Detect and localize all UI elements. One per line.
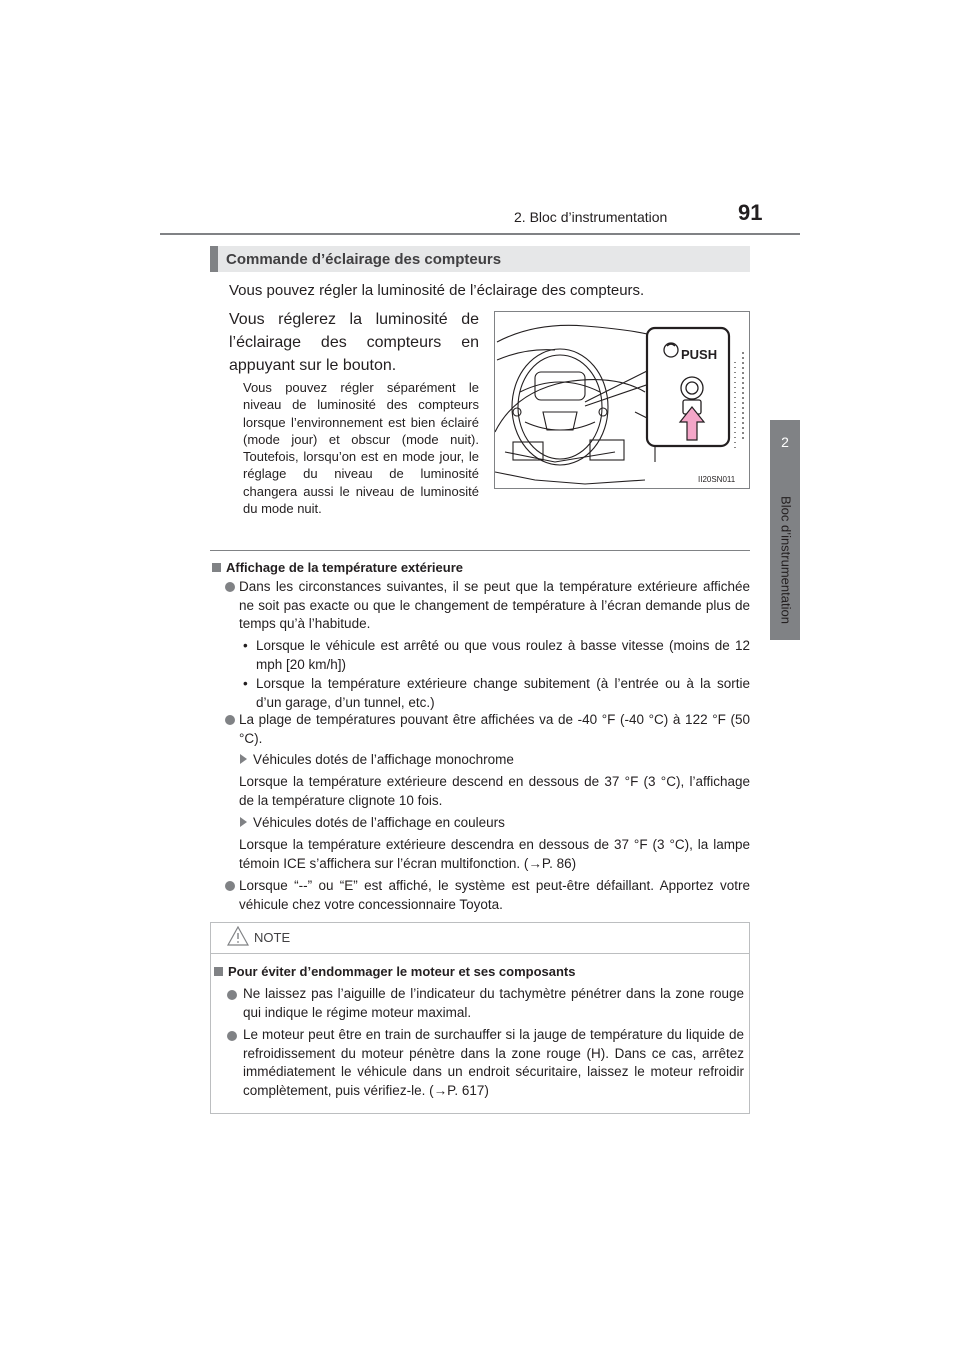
push-label: PUSH [681,347,718,362]
color-heading [240,815,505,830]
header-section-title: 2. Bloc d’instrumentation [514,209,668,225]
temperature-heading [212,560,463,575]
chapter-tab-number: 2 [781,434,789,450]
temperature-sub-2: Lorsque la température extérieure change subitement (à l’entrée ou à la sortie d’un garage, d’un tunnel, etc.) [256,676,750,710]
section-note-text: Vous pouvez régler séparément le niveau de luminosité des compteurs lorsque l’environnement est bien éclairé (mode jour) et obscur (mode nuit). Toutefois, lorsqu’on est en mode jour, le réglage du niveau de luminosité changera aussi le niveau de luminosité du mode nuit. [243,380,479,517]
section-divider [210,550,750,551]
steering-wheel-drawing [495,312,750,489]
section-title-bar [210,246,750,272]
note-bullet-1: Ne laissez pas l’aiguille de l’indicateur du tachymètre pénétrer dans la zone rouge qui indique le régime moteur maximal. [243,986,744,1020]
color-text: Lorsque la température extérieure descendra en dessous de 37 °F (3 °C), la lampe témoin ICE s’affichera sur l’écran multifonction. (→P. 86) [239,837,750,871]
note-label: NOTE [254,930,291,945]
temperature-heading-text: Affichage de la température extérieure [226,560,463,575]
header-rule [160,233,800,235]
note-bullet-2: Le moteur peut être en train de surchauffer si la jauge de température du liquide de refroidissement du moteur pénètre dans la zone rouge (H). Dans ce cas, arrêtez immédiatement le véhicule dans un endroit sécuritaire, laissez le moteur refroidir complètement, puis vérifiez-le. (→P. 617) [243,1027,744,1098]
round-bullet-icon [227,1031,237,1041]
warning-triangle-icon [227,926,249,946]
round-bullet-icon [225,881,235,891]
section-title: Commande d’éclairage des compteurs [226,251,502,268]
note-heading-text: Pour éviter d’endommager le moteur et ses composants [228,964,576,979]
section-intro: Vous pouvez régler la luminosité de l’éclairage des compteurs. [229,282,645,299]
temperature-bullet-2: La plage de températures pouvant être affichées va de -40 °F (-40 °C) à 122 °F (50 °C). [239,712,750,746]
mono-heading [240,752,514,767]
mono-text: Lorsque la température extérieure descend en dessous de 37 °F (3 °C), l’affichage de la température clignote 10 fois. [239,774,750,808]
chapter-tab-label: Bloc d’instrumentation [778,496,794,624]
temperature-sub-1: Lorsque le véhicule est arrêté ou que vous roulez à basse vitesse (moins de 12 mph [20 km/h]) [256,638,750,672]
section-main-text: Vous réglerez la luminosité de l’éclairage des compteurs en appuyant sur le bouton. [229,311,479,374]
triangle-arrow-icon [240,817,247,827]
figure-code: II20SN011 [698,475,736,484]
square-bullet-icon [214,967,223,976]
page-number: 91 [738,200,763,225]
note-heading [214,964,576,979]
temperature-bullet-3: Lorsque “--” ou “E” est affiché, le système est peut-être défaillant. Apportez votre véhicule chez votre concessionnaire Toyota. [239,878,750,912]
dashboard-illustration [494,311,750,489]
dot-bullet-icon: • [243,638,248,653]
note-header-rule [211,953,749,954]
round-bullet-icon [225,715,235,725]
mono-heading-text: Véhicules dotés de l’affichage monochrome [253,752,514,767]
square-bullet-icon [212,563,221,572]
dot-bullet-icon: • [243,676,248,691]
round-bullet-icon [227,990,237,1000]
color-heading-text: Véhicules dotés de l’affichage en couleurs [253,815,505,830]
round-bullet-icon [225,582,235,592]
temperature-bullet-1: Dans les circonstances suivantes, il se peut que la température extérieure affichée ne soit pas exacte ou que le changement de température à l’écran demande plus de temps qu’à l’habitude. [239,579,750,631]
triangle-arrow-icon [240,754,247,764]
